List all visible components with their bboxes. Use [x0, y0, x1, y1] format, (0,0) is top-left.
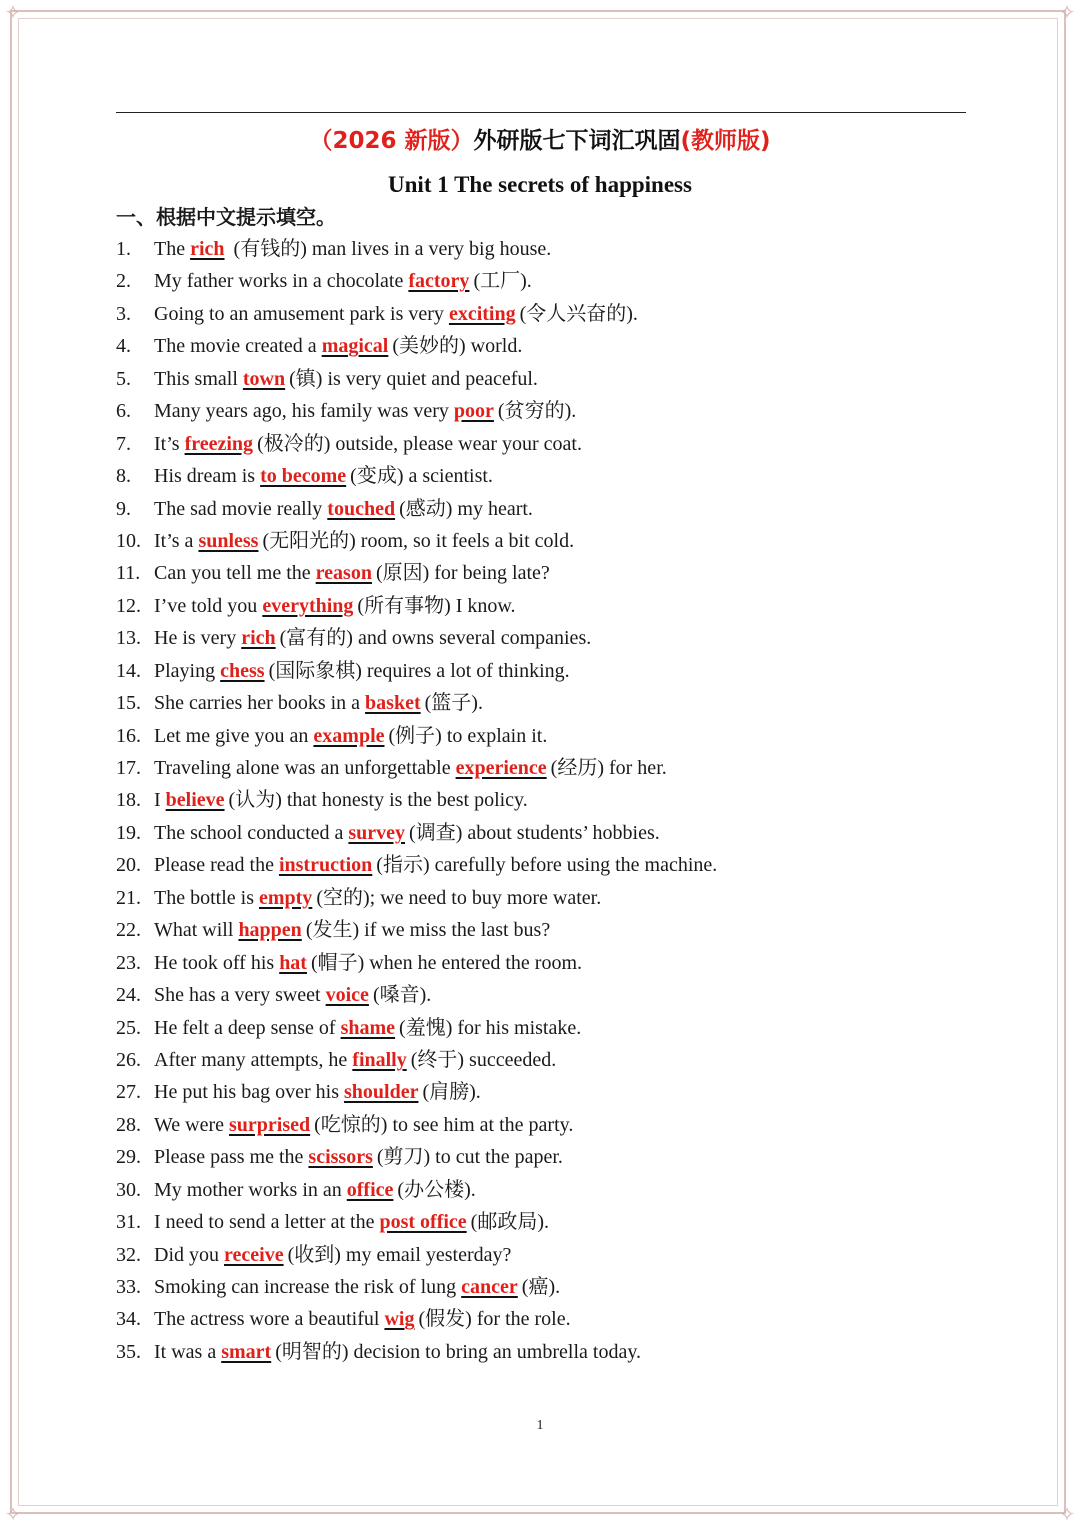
item-text-before: My mother works in an: [154, 1178, 347, 1201]
item-text-before: She carries her books in a: [154, 692, 366, 715]
item-answer: smart: [221, 1340, 272, 1363]
list-item: [116, 590, 1016, 622]
list-item: [116, 1239, 1016, 1271]
item-answer: voice: [325, 984, 369, 1007]
item-text-before: He put his bag over his: [154, 1081, 344, 1104]
item-number: 23.: [116, 951, 141, 974]
item-answer: freezing: [184, 432, 254, 455]
item-number: 8.: [116, 465, 131, 488]
title-prefix: （2026 新版）: [309, 128, 474, 154]
item-text-after: (令人兴奋的).: [519, 302, 638, 325]
item-text-after: (认为) that honesty is the best policy.: [228, 789, 528, 812]
title-suffix: (教师版): [680, 128, 771, 154]
item-text-before: It was a: [154, 1340, 222, 1363]
item-text-after: (吃惊的) to see him at the party.: [314, 1113, 574, 1136]
item-answer: cancer: [461, 1276, 518, 1298]
item-text-after: (篮子).: [424, 692, 483, 715]
item-text-before: His dream is: [154, 465, 261, 488]
item-text-after: (原因) for being late?: [375, 562, 550, 585]
list-item: [116, 395, 1016, 427]
item-text-before: The school conducted a: [154, 821, 349, 844]
item-number: 28.: [116, 1113, 141, 1136]
item-text-after: (美妙的) world.: [392, 335, 523, 358]
item-text-before: The actress wore a beautiful: [154, 1308, 385, 1331]
item-text-after: (极冷的) outside, please wear your coat.: [257, 432, 582, 455]
item-text-before: The sad movie really: [154, 497, 328, 520]
item-text-after: (假发) for the role.: [418, 1308, 571, 1331]
item-number: 24.: [116, 984, 141, 1007]
item-number: 14.: [116, 659, 141, 682]
list-item: [116, 363, 1016, 395]
item-answer: happen: [238, 919, 302, 942]
header-rule: [116, 112, 966, 113]
item-text-before: Let me give you an: [154, 724, 314, 747]
list-item: [116, 557, 1016, 589]
item-text-after: (明智的) decision to bring an umbrella today.: [275, 1340, 642, 1363]
item-answer: rich: [241, 627, 276, 650]
item-number: 32.: [116, 1243, 141, 1266]
list-item: [116, 817, 1016, 849]
item-number: 29.: [116, 1146, 141, 1169]
corner-ornament-icon: ✧: [4, 1504, 22, 1526]
item-text-before: Playing: [154, 659, 221, 682]
item-answer: instruction: [278, 854, 373, 877]
list-item: [116, 849, 1016, 881]
item-text-after: (发生) if we miss the last bus?: [305, 919, 551, 942]
item-answer: basket: [365, 692, 421, 715]
list-item: [116, 1076, 1016, 1108]
item-number: 34.: [116, 1308, 141, 1331]
item-text-after: (帽子) when he entered the room.: [310, 951, 582, 974]
list-item: [116, 752, 1016, 784]
item-number: 12.: [116, 594, 141, 617]
item-number: 20.: [116, 854, 141, 877]
page-number: 1: [536, 1418, 544, 1433]
item-number: 27.: [116, 1081, 141, 1104]
list-item: [116, 525, 1016, 557]
item-text-after: (空的); we need to buy more water.: [316, 886, 602, 909]
list-item: [116, 687, 1016, 719]
list-item: [116, 493, 1016, 525]
item-answer: experience: [455, 757, 547, 779]
item-text-before: I need to send a letter at the: [154, 1211, 380, 1234]
list-item: [116, 655, 1016, 687]
item-answer: everything: [262, 594, 354, 617]
item-text-before: Going to an amusement park is very: [154, 302, 449, 325]
item-number: 4.: [116, 335, 131, 358]
list-item: [116, 1206, 1016, 1238]
item-text-before: He is very: [154, 627, 242, 650]
item-number: 15.: [116, 692, 141, 715]
item-answer: believe: [165, 789, 225, 812]
item-text-before: He took off his: [154, 951, 280, 974]
item-text-before: She has a very sweet: [154, 984, 326, 1007]
item-text-after: (指示) carefully before using the machine.: [376, 854, 718, 877]
item-text-after: (富有的) and owns several companies.: [279, 627, 592, 650]
item-answer: post office: [379, 1211, 467, 1234]
item-text-after: (无阳光的) room, so it feels a bit cold.: [262, 529, 575, 552]
item-answer: receive: [224, 1243, 284, 1266]
item-number: 7.: [116, 432, 131, 455]
item-text-after: (收到) my email yesterday?: [287, 1243, 512, 1266]
list-item: [116, 233, 1016, 265]
list-item: [116, 265, 1016, 297]
item-answer: reason: [315, 562, 372, 585]
corner-ornament-icon: ✧: [4, 2, 22, 24]
item-text-after: (感动) my heart.: [399, 497, 533, 520]
item-answer: surprised: [229, 1113, 311, 1136]
item-text-before: Please read the: [154, 854, 279, 877]
item-number: 25.: [116, 1016, 141, 1039]
item-text-before: Did you: [154, 1243, 224, 1266]
title-main: 外研版七下词汇巩固: [473, 128, 681, 154]
item-number: 5.: [116, 367, 131, 390]
item-number: 2.: [116, 270, 131, 293]
list-item: [116, 298, 1016, 330]
item-answer: wig: [384, 1308, 415, 1331]
item-answer: example: [313, 724, 385, 747]
document-title: [0, 124, 1080, 158]
unit-title: Unit 1 The secrets of happiness: [388, 172, 692, 197]
item-text-before: The: [154, 238, 191, 260]
item-text-after: (镇) is very quiet and peaceful.: [289, 367, 538, 390]
item-answer: empty: [258, 886, 313, 909]
item-text-before: Can you tell me the: [154, 562, 316, 585]
item-text-after: (邮政局).: [470, 1211, 549, 1234]
item-text-after: (剪刀) to cut the paper.: [376, 1146, 563, 1169]
item-answer: shoulder: [343, 1081, 419, 1104]
list-item: [116, 882, 1016, 914]
item-answer: factory: [408, 270, 470, 293]
item-number: 18.: [116, 789, 141, 812]
item-answer: magical: [321, 335, 389, 358]
item-number: 9.: [116, 497, 131, 520]
section-heading: 一、根据中文提示填空。: [116, 205, 336, 229]
item-number: 3.: [116, 302, 131, 325]
list-item: [116, 460, 1016, 492]
list-item: [116, 330, 1016, 362]
item-number: 6.: [116, 400, 131, 423]
list-item: [116, 947, 1016, 979]
item-text-after: (羞愧) for his mistake.: [399, 1016, 582, 1039]
item-number: 31.: [116, 1211, 141, 1234]
list-item: [116, 979, 1016, 1011]
item-text-after: (国际象棋) requires a lot of thinking.: [268, 659, 570, 682]
list-item: [116, 1336, 1016, 1368]
item-text-after: (癌).: [521, 1276, 561, 1298]
item-answer: chess: [220, 659, 265, 682]
item-text-before: I: [154, 789, 166, 812]
item-answer: scissors: [308, 1146, 373, 1169]
list-item: [116, 1174, 1016, 1206]
item-text-before: It’s a: [154, 529, 199, 552]
list-item: [116, 1044, 1016, 1076]
item-answer: office: [346, 1178, 394, 1201]
item-text-after: (贫穷的).: [497, 400, 577, 423]
item-text-after: (经历) for her.: [550, 757, 667, 779]
item-answer: shame: [340, 1016, 396, 1039]
item-text-before: After many attempts, he: [154, 1048, 353, 1071]
item-answer: rich: [190, 238, 225, 260]
item-number: 30.: [116, 1178, 141, 1201]
item-text-before: He felt a deep sense of: [154, 1016, 341, 1039]
item-text-before: My father works in a chocolate: [154, 270, 409, 293]
item-number: 10.: [116, 529, 141, 552]
item-answer: to become: [260, 465, 347, 488]
item-answer: finally: [352, 1048, 407, 1071]
item-text-before: The bottle is: [154, 886, 259, 909]
item-text-after: (调查) about students’ hobbies.: [409, 821, 660, 844]
item-answer: survey: [348, 821, 406, 844]
item-number: 16.: [116, 724, 141, 747]
item-text-before: This small: [154, 367, 243, 390]
item-text-after: (所有事物) I know.: [357, 594, 516, 617]
item-text-after: (终于) succeeded.: [410, 1048, 557, 1071]
corner-ornament-icon: ✧: [1058, 1504, 1076, 1526]
item-text-before: Traveling alone was an unforgettable: [154, 757, 456, 779]
item-answer: exciting: [448, 302, 516, 325]
item-number: 35.: [116, 1340, 141, 1363]
item-text-before: We were: [154, 1113, 230, 1136]
list-item: [116, 914, 1016, 946]
item-number: 22.: [116, 919, 141, 942]
item-text-before: What will: [154, 919, 239, 942]
item-answer: hat: [279, 951, 307, 974]
exercise-list: [116, 233, 1016, 1368]
list-item: [116, 1109, 1016, 1141]
item-text-before: It’s: [154, 432, 185, 455]
item-number: 13.: [116, 627, 141, 650]
list-item: [116, 1271, 1016, 1303]
item-number: 26.: [116, 1048, 141, 1071]
list-item: [116, 784, 1016, 816]
item-text-after: (嗓音).: [372, 984, 432, 1007]
item-text-after: (肩膀).: [422, 1081, 481, 1104]
list-item: [116, 622, 1016, 654]
item-text-before: Many years ago, his family was very: [154, 400, 454, 423]
list-item: [116, 1012, 1016, 1044]
item-text-after: (变成) a scientist.: [350, 465, 493, 488]
list-item: [116, 1303, 1016, 1335]
item-text-after: (工厂).: [473, 270, 532, 293]
list-item: [116, 428, 1016, 460]
item-answer: town: [242, 367, 286, 390]
item-number: 11.: [116, 562, 141, 585]
item-text-after: (例子) to explain it.: [388, 724, 548, 747]
item-text-before: The movie created a: [154, 335, 322, 358]
item-number: 19.: [116, 821, 141, 844]
item-text-after: (办公楼).: [397, 1178, 476, 1201]
item-text-after: (有钱的) man lives in a very big house.: [228, 238, 552, 260]
list-item: [116, 1141, 1016, 1173]
item-number: 21.: [116, 886, 141, 909]
corner-ornament-icon: ✧: [1058, 2, 1076, 24]
item-number: 33.: [116, 1276, 141, 1298]
list-item: [116, 720, 1016, 752]
item-answer: sunless: [198, 529, 259, 552]
item-text-before: I’ve told you: [154, 594, 263, 617]
item-text-before: Please pass me the: [154, 1146, 309, 1169]
item-number: 1.: [116, 238, 131, 260]
item-answer: poor: [453, 400, 494, 423]
item-text-before: Smoking can increase the risk of lung: [154, 1276, 462, 1298]
item-answer: touched: [327, 497, 396, 520]
item-number: 17.: [116, 757, 141, 779]
